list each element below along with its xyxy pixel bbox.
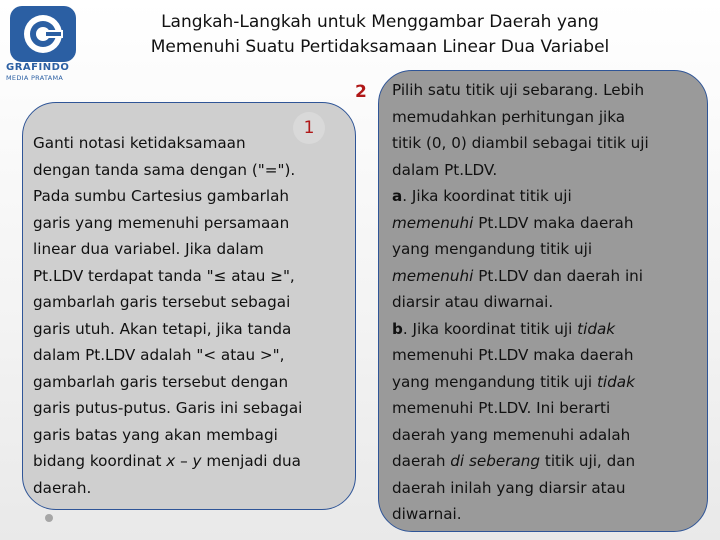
step-1-line: daerah. bbox=[33, 478, 92, 497]
step-1-line: gambarlah garis tersebut dengan bbox=[33, 372, 289, 391]
step-2-badge: 2 bbox=[355, 82, 367, 102]
step-2-line: Pilih satu titik uji sebarang. Lebih bbox=[392, 81, 645, 99]
step-2-line: titik (0, 0) diambil sebagai titik uji bbox=[392, 134, 649, 152]
step-1-line: linear dua variabel. Jika dalam bbox=[33, 240, 264, 258]
step-2-line bbox=[392, 210, 702, 237]
item-a-label: a bbox=[392, 187, 403, 205]
page-title bbox=[100, 10, 660, 60]
logo-subtitle: MEDIA PRATAMA bbox=[6, 74, 64, 82]
step-2-line-text: titik uji, dan bbox=[540, 452, 636, 470]
step-1-line: garis batas yang akan membagi bbox=[33, 425, 278, 444]
step-2-line: daerah yang memenuhi adalah bbox=[392, 425, 631, 444]
step-1-line: garis utuh. Akan tetapi, jika tanda bbox=[33, 319, 292, 338]
emphasis-text: memenuhi bbox=[392, 213, 474, 232]
step-1-badge: 1 bbox=[293, 112, 325, 144]
minus-sign: – bbox=[175, 452, 193, 470]
step-2-line: memenuhi Pt.LDV. Ini berarti bbox=[392, 399, 611, 417]
step-2-line: diarsir atau diwarnai. bbox=[392, 293, 554, 311]
step-2-line-text: yang mengandung titik uji bbox=[392, 372, 597, 391]
step-2-line bbox=[392, 263, 702, 290]
step-1-line-text: bidang koordinat bbox=[33, 452, 167, 470]
variable-y: y bbox=[192, 452, 202, 470]
emphasis-text: tidak bbox=[596, 372, 635, 391]
step-1-line: Ganti notasi ketidaksamaan bbox=[33, 134, 246, 152]
step-1-line: dengan tanda sama dengan ("="). bbox=[33, 160, 296, 179]
grafindo-logo-icon bbox=[6, 4, 88, 66]
variable-x: x bbox=[166, 452, 176, 470]
step-2-line: daerah inilah yang diarsir atau bbox=[392, 478, 626, 497]
step-1-line: garis putus-putus. Garis ini sebagai bbox=[33, 399, 303, 417]
step-1-text bbox=[33, 130, 353, 501]
step-2-text bbox=[392, 77, 702, 528]
step-1-line: garis yang memenuhi persamaan bbox=[33, 213, 290, 232]
step-2-line-text: daerah bbox=[392, 452, 451, 470]
step-1-line: dalam Pt.LDV adalah "< atau >", bbox=[33, 346, 285, 364]
step-2-line bbox=[392, 448, 702, 475]
step-2-line: diwarnai. bbox=[392, 505, 462, 523]
step-2-line: memenuhi Pt.LDV maka daerah bbox=[392, 346, 634, 364]
step-2-line bbox=[392, 183, 702, 210]
step-2-line-text: Pt.LDV dan daerah ini bbox=[473, 266, 644, 285]
step-1-line: Pt.LDV terdapat tanda "≤ atau ≥", bbox=[33, 266, 295, 285]
step-2-line-text: Pt.LDV maka daerah bbox=[473, 213, 634, 232]
step-2-line-text: . Jika koordinat titik uji bbox=[402, 187, 572, 205]
emphasis-text: tidak bbox=[577, 319, 616, 338]
step-2-line bbox=[392, 369, 702, 396]
step-1-line: Pada sumbu Cartesius gambarlah bbox=[33, 187, 290, 205]
step-2-line: dalam Pt.LDV. bbox=[392, 160, 498, 179]
emphasis-text: memenuhi bbox=[392, 266, 474, 285]
step-1-line bbox=[33, 448, 353, 475]
logo-name: GRAFINDO bbox=[6, 62, 70, 73]
step-2-line-text: . Jika koordinat titik uji bbox=[402, 319, 578, 338]
title-line-2: Memenuhi Suatu Pertidaksamaan Linear Dua Variabel bbox=[150, 37, 610, 57]
step-2-line bbox=[392, 316, 702, 343]
step-1-line: gambarlah garis tersebut sebagai bbox=[33, 293, 291, 311]
step-1-line-text: menjadi dua bbox=[201, 452, 301, 470]
item-b-label: b bbox=[392, 319, 403, 338]
title-line-1: Langkah-Langkah untuk Menggambar Daerah yang bbox=[161, 12, 599, 32]
grafindo-logo bbox=[6, 4, 88, 84]
bullet-dot bbox=[45, 514, 53, 522]
step-2-line: memudahkan perhitungan jika bbox=[392, 107, 626, 126]
step-2-line: yang mengandung titik uji bbox=[392, 240, 593, 258]
emphasis-text: di seberang bbox=[450, 452, 541, 470]
